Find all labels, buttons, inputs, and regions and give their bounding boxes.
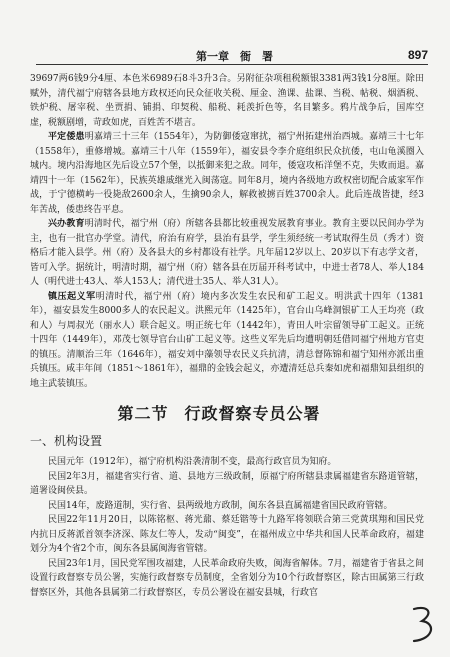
- intro-paragraph: 39697两6钱9分4厘、本色米6989石8斗3升3合。另附征杂项租税额银3381两3钱1分8厘。除田赋外，清代福宁府辖各县地方政权还向民众征收关税、厘金、渔课、盐课、当税、帖税、烟酒税、铁炉税、屠宰税、坐贾捐、铺捐、印契税、船税、耗羡折色等，名目繁多。鸦片战争后，国库空虚，税额剧增，苛政如虎，百姓苦不堪言。: [30, 74, 424, 128]
- paragraph-pacify-pirates: [30, 130, 424, 217]
- section-paragraph: 民国23年1月，国民党军围攻福建，人民革命政府失败，闽海省解体。7月，福建省于省县之间设置行政督察专员公署，实施行政督察专员制度，全省划分为10个行政督察区，除古田属第三行政督察区外，其他各县属第二行政督察区，专员公署设在福安县城，行政官: [30, 558, 424, 598]
- section-paragraph: 民国2年3月，福建省实行省、道、县地方三级政制，原福宁府所辖县隶属福建省东路道管辖，道署设闽侯县。: [30, 471, 424, 496]
- section-paragraph: 民国元年（1912年），福宁府机构沿袭清制不变，最高行政官员为知府。: [48, 457, 337, 467]
- paragraph-education: [30, 217, 424, 290]
- page-body: [30, 72, 424, 600]
- section-number: 第二节: [117, 404, 169, 423]
- page-header: [36, 46, 428, 65]
- paragraph-lead: 平定倭患: [48, 132, 85, 142]
- chapter-title: 第一章 衙 署: [196, 50, 273, 63]
- paragraph-lead: 镇压起义军: [48, 291, 96, 302]
- paragraph-suppress-rebels: [30, 290, 424, 392]
- section-title: 行政督察专员公署: [184, 404, 321, 423]
- handwritten-mark: [408, 603, 438, 647]
- page-number: 897: [407, 48, 428, 62]
- subsection-heading: 一、机构设置: [30, 434, 103, 448]
- paragraph-lead: 兴办教育: [48, 219, 85, 229]
- section-paragraph: 民国22年11月20日，以陈铭枢、蒋光鼐、蔡廷锴等十九路军将领联合第三党黄琪翔和国民党内抗日反蒋派首领李济深、陈友仁等人，发动“闽变”，在福州成立中华共和国人民革命政府，福建划分为4个省2个市，闽东各县属闽海省管辖。: [30, 515, 424, 554]
- section-paragraph: 民国14年，废路道制，实行省、县两级地方政制，闽东各县直属福建省国民政府管辖。: [48, 500, 393, 511]
- paragraph-text: 明嘉靖三十三年（1554年），为防御倭寇窜扰，福宁州拓建州治西城。嘉靖三十七年（1558年），重修增城。嘉靖三十八年（1559年），福安县令李介庭组织民众抗倭，屯山龟溪圈入城内。境内沿海地区先后设立57个堡，以抵御来犯之敌。同年，倭寇攻柘洋堡不克，失败而退。嘉靖四十一年（1562年），民族英雄戚继光入闽荡寇。同年8月，境内各级地方政权密切配合戚家军作战，于宁德横屿一役毙敌2600余人，生擒90余人，解救被掳百姓3700余人。此后连战皆捷，经3年苦战，倭患终告平息。: [30, 132, 424, 215]
- section-heading: [30, 401, 424, 424]
- paragraph-text: 明清时代，福宁州（府）境内多次发生农民和矿工起义。明洪武十四年（1381年），福安县发生8000多人的农民起义。洪熙元年（1425年），官台山乌峰洞银矿工人王均亮（政和人）与周叔光（丽水人）联合起义。明正统七年（1442年），青田人叶宗留领导矿工起义。正统十四年（1449年），邓茂七领导官台山矿工起义等。这些义军先后均遭明朝廷借同福宁州地方官吏的镇压。清顺治三年（1646年），福安刘中藻领导农民义兵抗清，清总督陈锦和福宁知州亦派出重兵镇压。咸丰年间（1851～1861年），福鼎的金钱会起义，亦遭清廷总兵秦如虎和福鼎知县组织的地主武装镇压。: [30, 291, 424, 389]
- paragraph-text: 明清时代，福宁州（府）所辖各县都比较重视发展教育事业。教育主要以民间办学为主，也有一批官办学堂。清代，府治有府学，县治有县学，学生须经统一考试取得生员（秀才）资格后才能入县学。州（府）及各县大的乡村都设有社学。凡年届12岁以上、20岁以下有志学文者，皆可入学。据统计，明清时期，福宁州（府）辖各县在历届开科考试中，中进士者78人、举人184人（明代进士43人、举人153人；清代进士35人、举人31人）。: [30, 219, 424, 287]
